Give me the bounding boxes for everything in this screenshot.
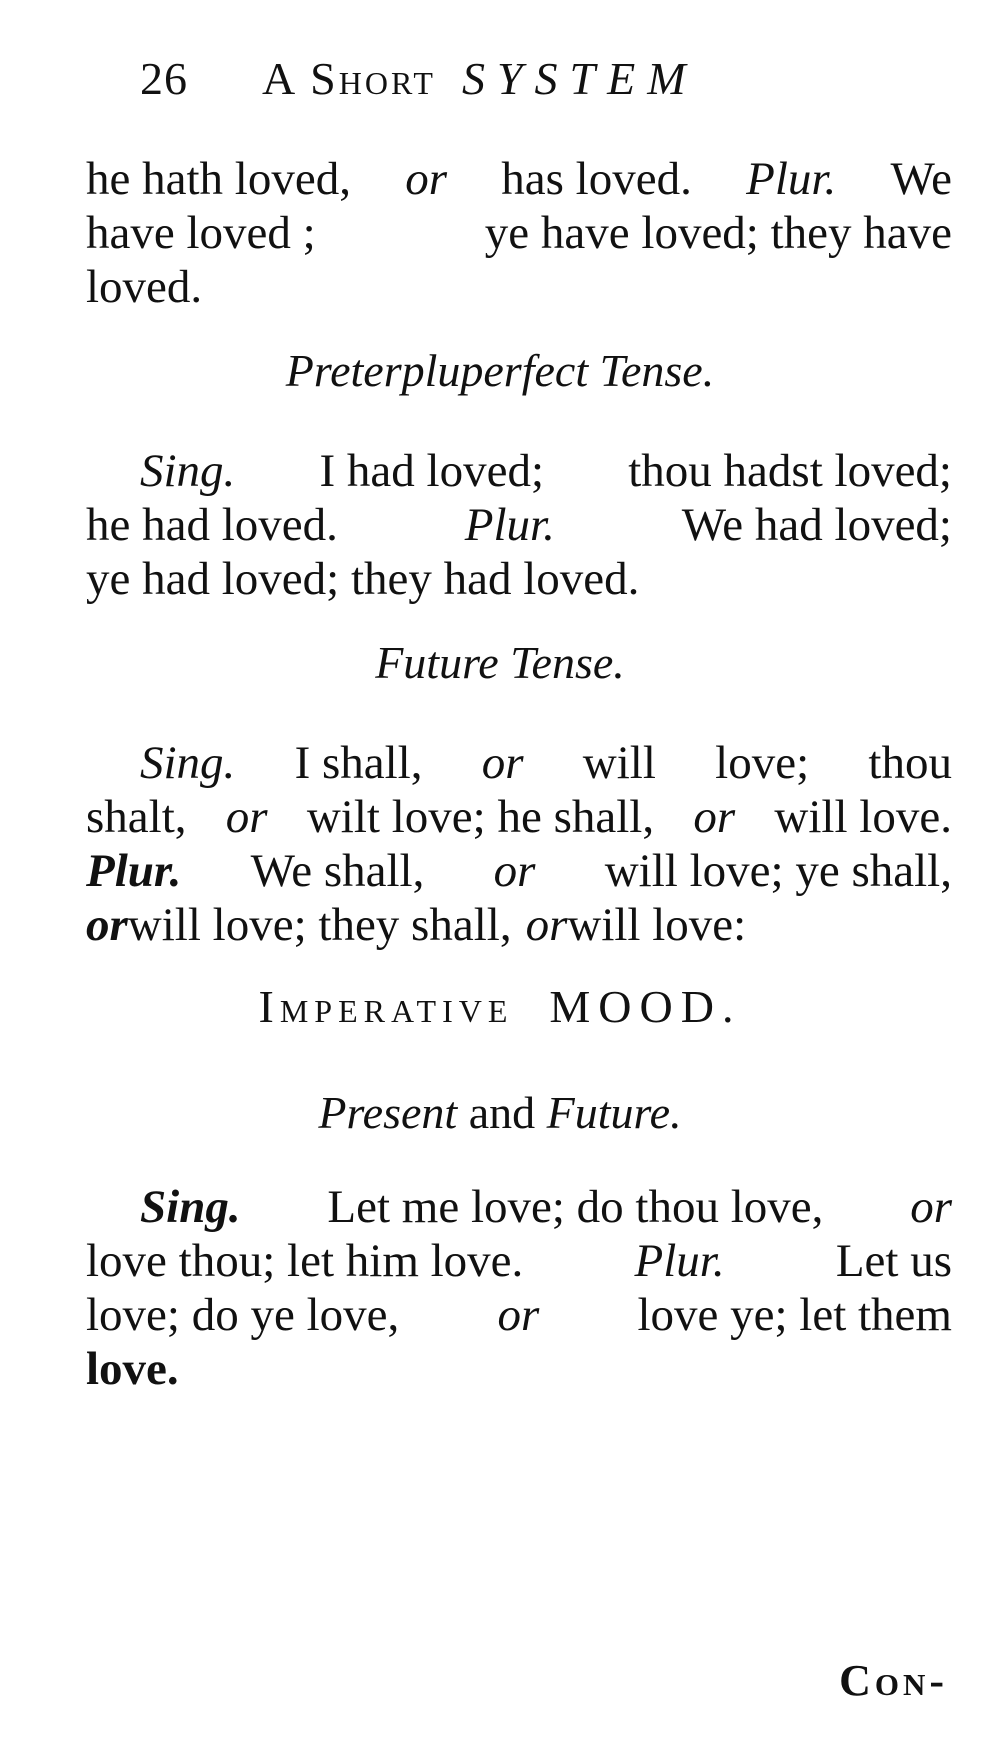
heading-imperative-mood: [0, 980, 1000, 1033]
mood-word: MOOD.: [549, 981, 742, 1032]
header-title-a: A Short: [262, 53, 436, 104]
catchword: Con-: [839, 1656, 948, 1705]
heading-preterpluperfect-tense: Preterpluperfect Tense.: [285, 345, 715, 396]
text-line: love thou; let him love. Plur. Let us: [86, 1235, 952, 1287]
header-title-b: SYSTEM: [461, 53, 698, 104]
text-line: Sing. I shall, or will love; thou: [140, 737, 952, 789]
heading-present-and-future: Present and Future.: [318, 1087, 682, 1138]
heading-future-tense: Future Tense.: [375, 637, 625, 688]
text-line: or will love; they shall, or will love:: [86, 899, 747, 951]
mood-label: Imperative: [258, 981, 514, 1032]
paragraph-future: [86, 736, 952, 952]
text-line: Plur. We shall, or will love; ye shall,: [86, 845, 952, 897]
text-line: Sing. I had loved; thou hadst loved;: [140, 445, 952, 497]
text-line: have loved ; ye have loved; they have: [86, 207, 952, 259]
text-line: Sing. Let me love; do thou love, or: [140, 1181, 952, 1233]
page-number: 26: [140, 53, 188, 104]
text-line: he had loved. Plur. We had loved;: [86, 499, 952, 551]
text-line: ye had loved; they had loved.: [86, 553, 640, 605]
text-line: love.: [86, 1343, 179, 1395]
text-line: shalt, or wilt love; he shall, or will love.: [86, 791, 952, 843]
paragraph-preterpluperfect: [86, 444, 952, 606]
paragraph-imperative: [86, 1180, 952, 1396]
text-line: he hath loved, or has loved. Plur. We: [86, 153, 952, 205]
text-line: love; do ye love, or love ye; let them: [86, 1289, 952, 1341]
running-header: [140, 52, 698, 105]
text-line: loved.: [86, 261, 203, 313]
paragraph-perfect-tense: [86, 152, 952, 314]
